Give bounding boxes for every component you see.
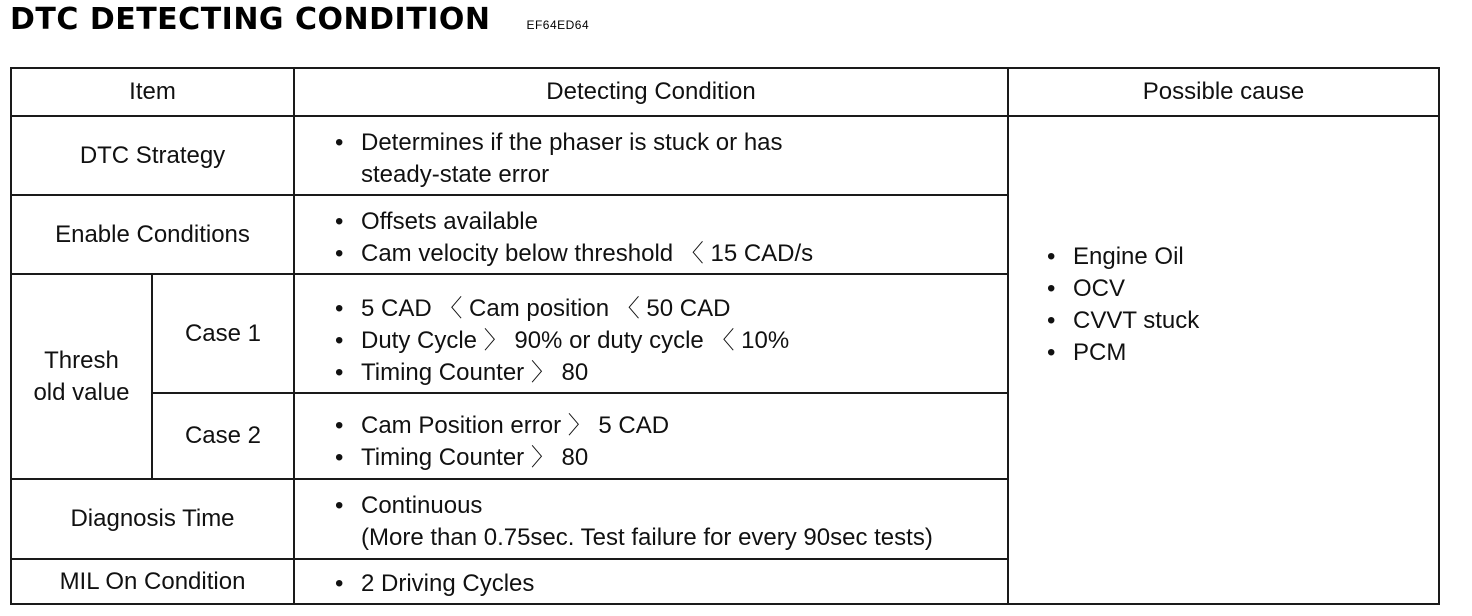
item-threshold-value: Thresh old value	[11, 274, 152, 479]
condition-item: • Determines if the phaser is stuck or has steady-state error	[335, 127, 1007, 191]
cause-item: • PCM	[1047, 337, 1438, 369]
condition-item: • Continuous (More than 0.75sec. Test failure for every 90sec tests)	[335, 490, 1007, 554]
condition-item: • Timing Counter 〉 80	[335, 357, 1007, 389]
condition-case-2	[294, 393, 1008, 479]
possible-causes-cell	[1008, 116, 1439, 604]
document-code: EF64ED64	[526, 18, 590, 32]
condition-dtc-strategy	[294, 116, 1008, 195]
column-header-cause: Possible cause	[1008, 68, 1439, 116]
condition-item: • Timing Counter 〉 80	[335, 442, 1007, 474]
dtc-condition-table	[10, 67, 1440, 605]
cause-item: • Engine Oil	[1047, 241, 1438, 273]
item-case-2: Case 2	[152, 393, 294, 479]
item-case-1: Case 1	[152, 274, 294, 393]
page-title: DTC DETECTING CONDITION	[10, 2, 491, 37]
item-mil-on-condition: MIL On Condition	[11, 559, 294, 604]
title-row	[10, 2, 589, 42]
condition-item: • Duty Cycle 〉 90% or duty cycle 〈 10%	[335, 325, 1007, 357]
condition-item: • Offsets available	[335, 206, 1007, 238]
condition-mil-on	[294, 559, 1008, 604]
cause-item: • OCV	[1047, 273, 1438, 305]
condition-item: • Cam velocity below threshold 〈 15 CAD/s	[335, 238, 1007, 270]
condition-enable	[294, 195, 1008, 274]
condition-case-1	[294, 274, 1008, 393]
column-header-condition: Detecting Condition	[294, 68, 1008, 116]
item-diagnosis-time: Diagnosis Time	[11, 479, 294, 559]
table-header-row	[11, 68, 1439, 116]
item-dtc-strategy: DTC Strategy	[11, 116, 294, 195]
table-row	[11, 116, 1439, 195]
condition-item: • 5 CAD 〈 Cam position 〈 50 CAD	[335, 293, 1007, 325]
item-enable-conditions: Enable Conditions	[11, 195, 294, 274]
cause-item: • CVVT stuck	[1047, 305, 1438, 337]
condition-item: • 2 Driving Cycles	[335, 568, 1007, 600]
column-header-item: Item	[11, 68, 294, 116]
condition-diagnosis-time	[294, 479, 1008, 559]
condition-item: • Cam Position error 〉 5 CAD	[335, 410, 1007, 442]
possible-causes-list	[1009, 241, 1438, 369]
